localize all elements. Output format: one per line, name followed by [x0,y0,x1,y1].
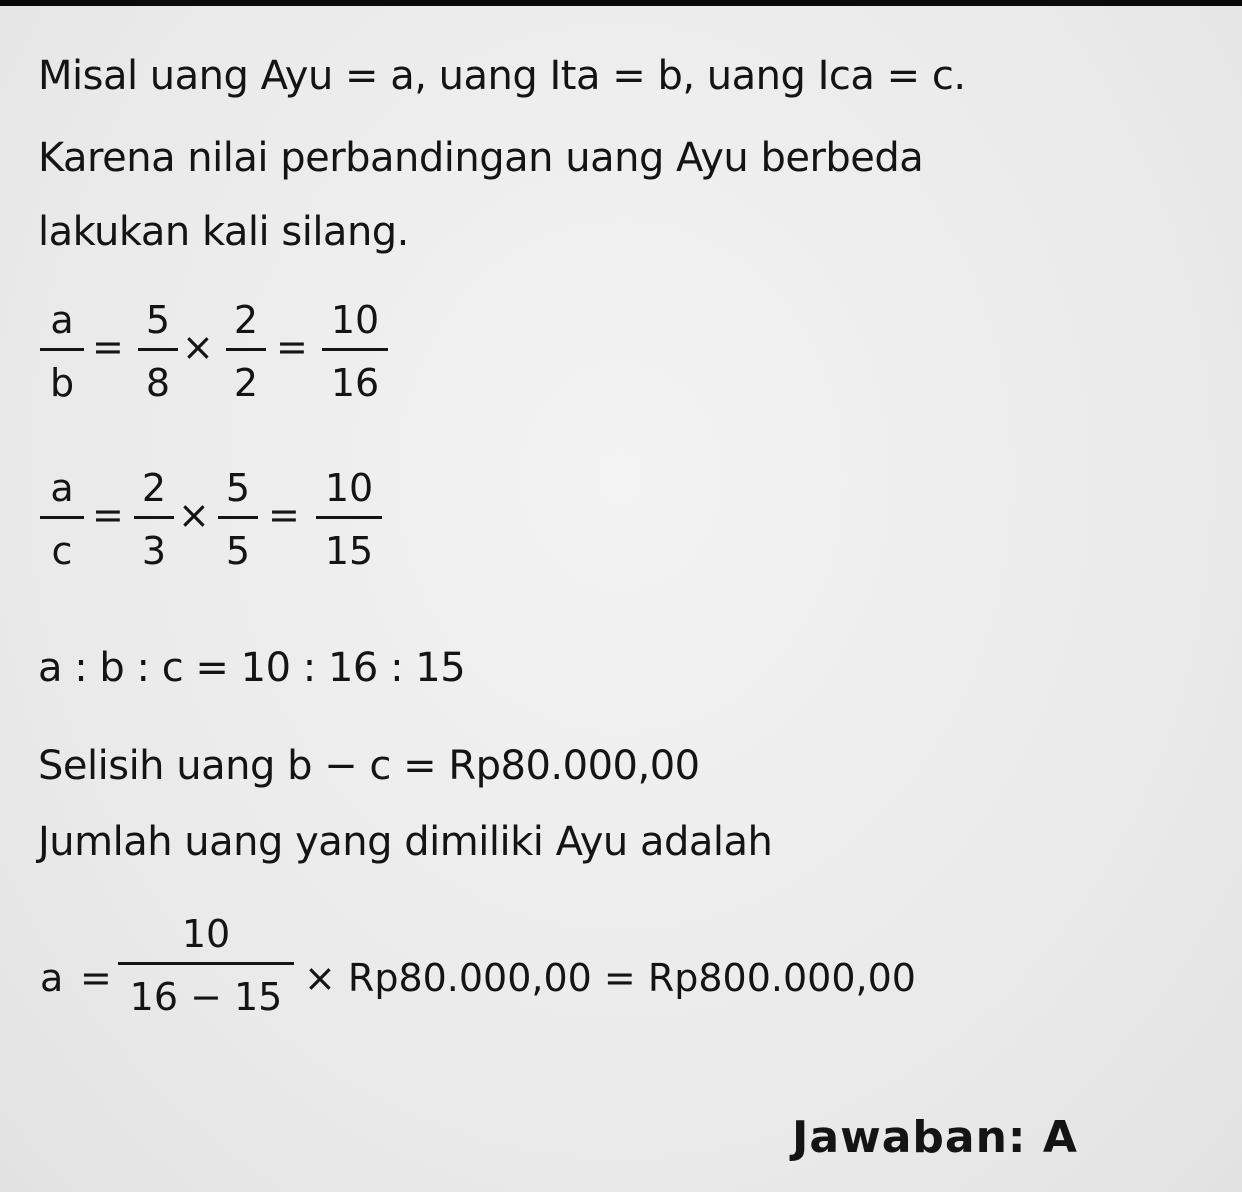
fraction-bar [226,348,266,351]
final-computation: × Rp80.000,00 = Rp800.000,00 [304,956,916,1000]
denominator: c [51,529,73,573]
intro-line-2: Karena nilai perbandingan uang Ayu berbeda [38,135,924,181]
fraction-2-3 [134,466,174,573]
intro-line-3: lakukan kali silang. [38,209,409,255]
fraction-bar [322,348,388,351]
equals-sign: = [92,493,124,537]
numerator: 10 [181,912,231,956]
denominator: 15 [324,529,374,573]
denominator: 3 [141,529,167,573]
fraction-bar [218,516,258,519]
times-sign: × [178,493,210,537]
numerator: 2 [233,298,259,342]
equals-sign: = [268,493,300,537]
numerator: a [50,298,74,342]
numerator: 10 [330,298,380,342]
denominator: 5 [225,529,251,573]
fraction-bar [40,516,84,519]
fraction-bar [316,516,382,519]
numerator: 10 [324,466,374,510]
fraction-5-8 [138,298,178,405]
numerator: 5 [225,466,251,510]
fraction-bar [118,962,294,965]
equals-sign: = [92,325,124,369]
top-border [0,0,1242,6]
times-sign: × [182,325,214,369]
fraction-10-15 [316,466,382,573]
numerator: 5 [145,298,171,342]
denominator: 2 [233,361,259,405]
fraction-a-b [40,298,84,405]
intro-line-1: Misal uang Ayu = a, uang Ita = b, uang Ica = c. [38,53,966,99]
fraction-10-over-16-minus-15 [118,912,294,1019]
numerator: a [50,466,74,510]
fraction-bar [134,516,174,519]
equals-sign: = [80,956,112,1000]
denominator: 16 [330,361,380,405]
fraction-bar [138,348,178,351]
difference-statement: Selisih uang b − c = Rp80.000,00 [38,743,700,789]
answer-label: Jawaban: A [792,1112,1078,1163]
ratio-statement: a : b : c = 10 : 16 : 15 [38,645,466,691]
fraction-2-2 [226,298,266,405]
equals-sign: = [276,325,308,369]
question-statement: Jumlah uang yang dimiliki Ayu adalah [38,819,773,865]
variable-a: a [40,956,64,1000]
fraction-5-5 [218,466,258,573]
numerator: 2 [141,466,167,510]
denominator: 8 [145,361,171,405]
denominator: b [49,361,75,405]
fraction-bar [40,348,84,351]
denominator: 16 − 15 [129,975,283,1019]
fraction-a-c [40,466,84,573]
fraction-10-16 [322,298,388,405]
